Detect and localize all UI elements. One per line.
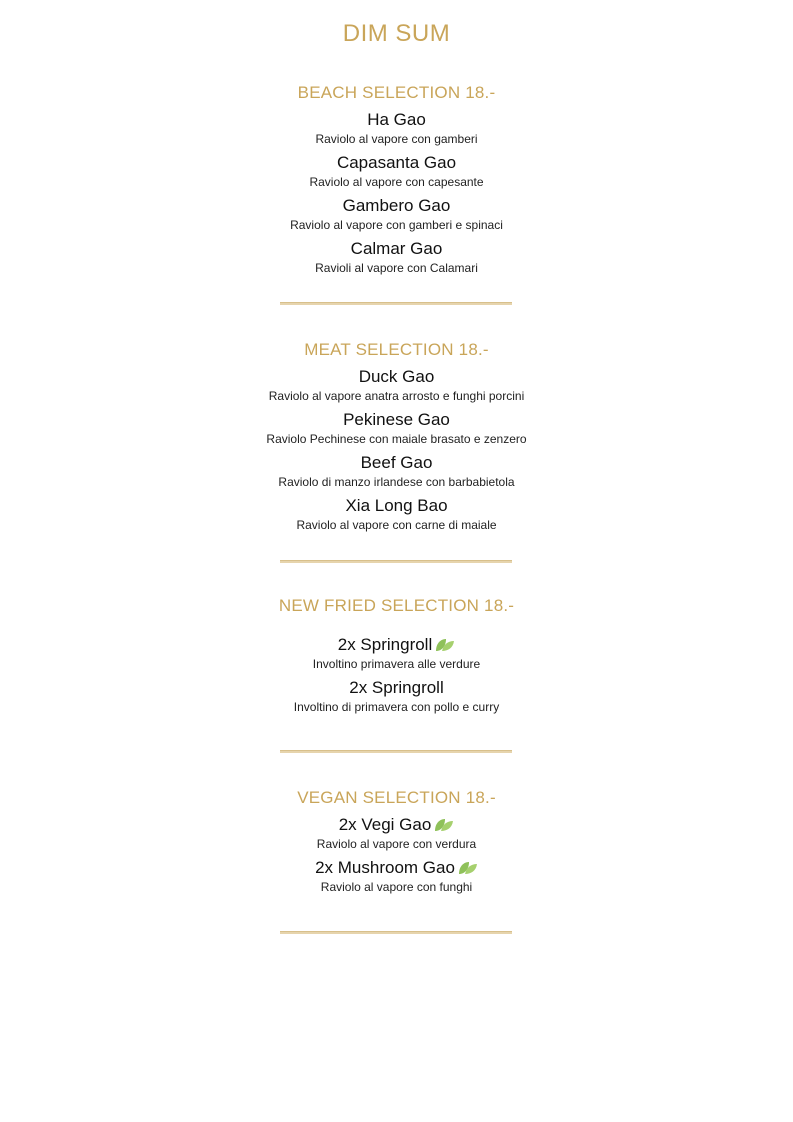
menu-item [0, 814, 793, 853]
item-description: Raviolo al vapore con capesante [309, 175, 484, 189]
item-name: Capasanta Gao [336, 153, 457, 172]
leaf-icon [435, 637, 455, 653]
menu-item [0, 409, 793, 448]
section-beach [0, 81, 793, 277]
menu-item [0, 238, 793, 277]
section-heading: MEAT SELECTION 18.- [304, 340, 489, 359]
item-description: Raviolo al vapore con verdura [316, 837, 477, 851]
menu-item [0, 152, 793, 191]
leaf-icon [434, 817, 454, 833]
item-name: 2x Vegi Gao [338, 815, 432, 834]
menu-item [0, 495, 793, 534]
leaf-icon [458, 860, 478, 876]
section-divider [280, 931, 512, 934]
section-new-fried [0, 594, 793, 716]
section-divider [280, 560, 512, 563]
item-description: Involtino primavera alle verdure [312, 657, 481, 671]
item-name: Ha Gao [367, 110, 426, 129]
page-title: DIM SUM [342, 20, 451, 47]
item-description: Ravioli al vapore con Calamari [315, 261, 478, 275]
item-name: 2x Mushroom Gao [315, 858, 455, 877]
section-heading: BEACH SELECTION 18.- [297, 83, 496, 102]
item-description: Raviolo di manzo irlandese con barbabietola [278, 475, 515, 489]
item-name: Pekinese Gao [343, 410, 450, 429]
section-divider [280, 750, 512, 753]
section-divider [280, 302, 512, 305]
section-heading: NEW FRIED SELECTION 18.- [278, 596, 515, 615]
menu-item [0, 634, 793, 673]
item-description: Raviolo al vapore con carne di maiale [296, 518, 497, 532]
menu-item [0, 677, 793, 716]
section-heading: VEGAN SELECTION 18.- [297, 788, 496, 807]
item-name: Xia Long Bao [345, 496, 448, 515]
item-description: Raviolo al vapore con funghi [320, 880, 473, 894]
item-description: Raviolo Pechinese con maiale brasato e zenzero [266, 432, 527, 446]
menu-item [0, 452, 793, 491]
item-description: Raviolo al vapore con gamberi [315, 132, 478, 146]
section-vegan [0, 786, 793, 896]
menu-item [0, 857, 793, 896]
section-meat [0, 338, 793, 534]
item-name-row [339, 814, 455, 836]
item-name: Calmar Gao [350, 239, 443, 258]
item-name: Beef Gao [360, 453, 433, 472]
item-description: Raviolo al vapore con gamberi e spinaci [290, 218, 503, 232]
item-name: 2x Springroll [337, 635, 433, 654]
item-name: Duck Gao [358, 367, 435, 386]
item-description: Raviolo al vapore anatra arrosto e funghi porcini [268, 389, 525, 403]
item-name: Gambero Gao [342, 196, 451, 215]
item-name-row [338, 634, 456, 656]
item-description: Involtino di primavera con pollo e curry [293, 700, 500, 714]
item-name-row [315, 857, 478, 879]
menu-item [0, 366, 793, 405]
item-name: 2x Springroll [349, 678, 444, 697]
menu-item [0, 109, 793, 148]
menu-item [0, 195, 793, 234]
